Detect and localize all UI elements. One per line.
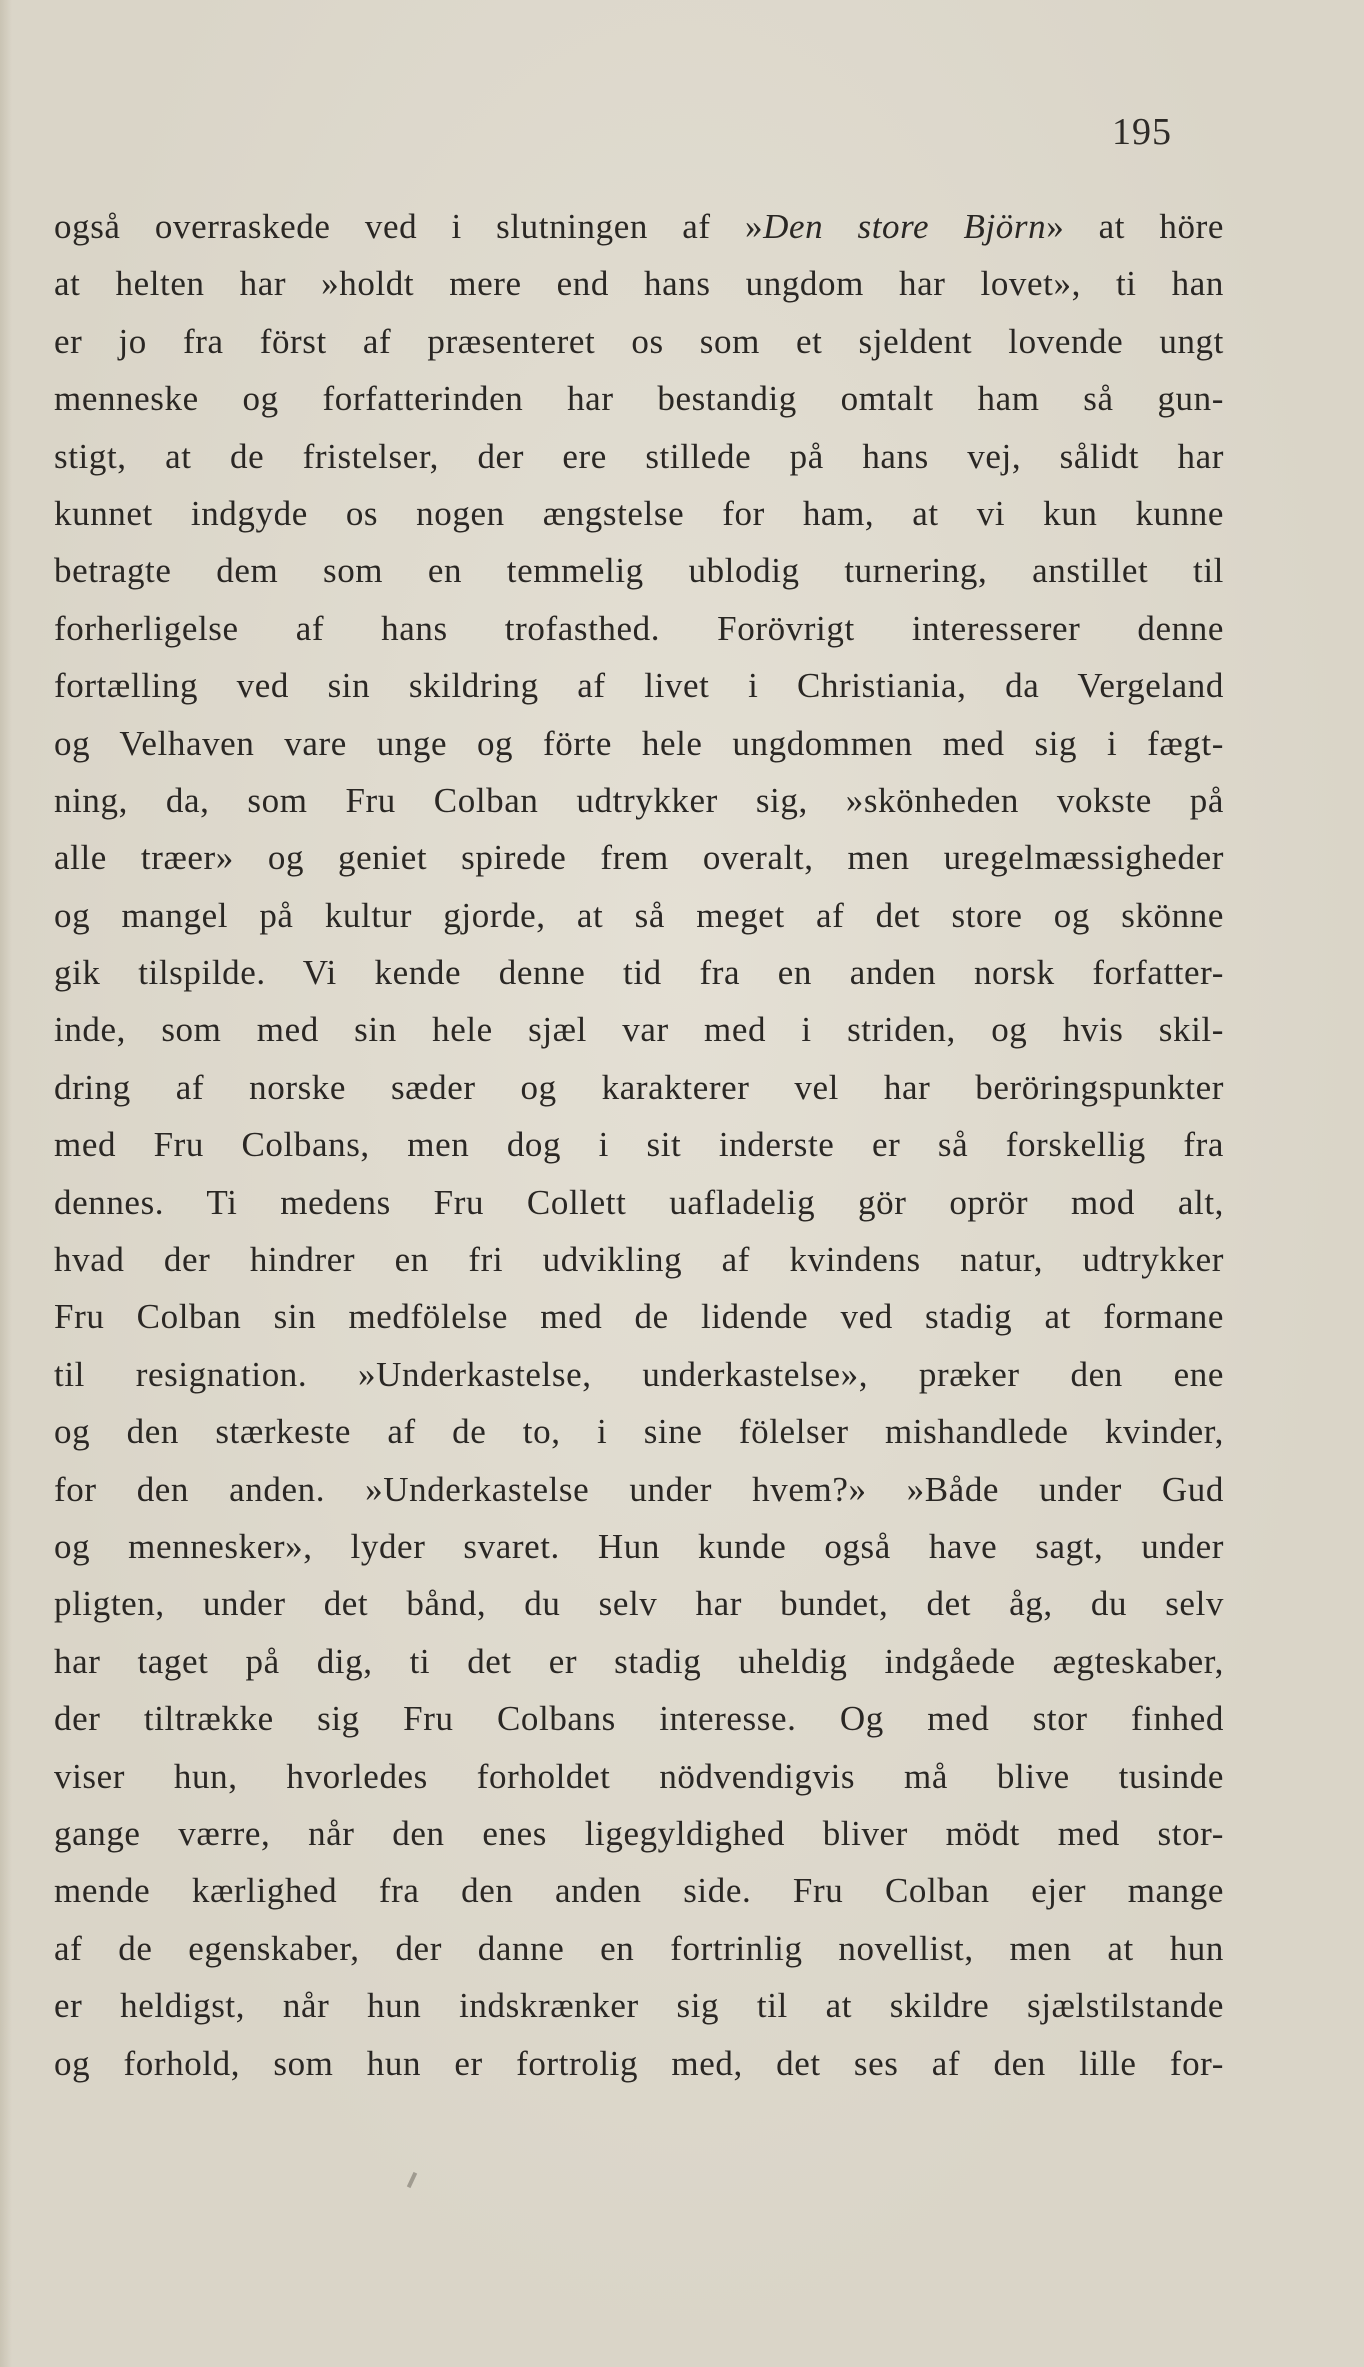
- text-line: viser hun, hvorledes forholdet nödvendigvis må blive tusinde: [54, 1756, 1224, 1796]
- book-title: Den store Björn: [763, 207, 1047, 246]
- text-line: [54, 198, 1224, 255]
- text-line: stigt, at de fristelser, der ere stillede på hans vej, sålidt har: [54, 436, 1224, 476]
- text-line: er heldigst, når hun indskrænker sig til at skildre sjælstilstande: [54, 1986, 1224, 2026]
- text-line: forherligelse af hans trofasthed. Forövrigt interesserer denne: [54, 608, 1224, 648]
- text-line: pligten, under det bånd, du selv har bundet, det åg, du selv: [54, 1584, 1224, 1624]
- page-edge-shadow: [0, 0, 12, 2367]
- text-line: til resignation. »Underkastelse, underkastelse», præker den ene: [54, 1354, 1224, 1394]
- page-number: 195: [1112, 111, 1172, 153]
- text-line: inde, som med sin hele sjæl var med i striden, og hvis skil-: [54, 1010, 1224, 1050]
- text-line: ning, da, som Fru Colban udtrykker sig, »skönheden vokste på: [54, 780, 1224, 820]
- ink-mark: [407, 2172, 417, 2188]
- text-line: alle træer» og geniet spirede frem overalt, men uregelmæssigheder: [54, 838, 1224, 878]
- text-line: og mangel på kultur gjorde, at så meget af det store og skönne: [54, 895, 1224, 935]
- body-text: [54, 198, 1224, 2092]
- text-line: gik tilspilde. Vi kende denne tid fra en anden norsk forfatter-: [54, 953, 1224, 993]
- text-line: betragte dem som en temmelig ublodig turnering, anstillet til: [54, 551, 1224, 591]
- text-line: dennes. Ti medens Fru Collett uafladelig gör oprör mod alt,: [54, 1182, 1224, 1222]
- text-line: Fru Colban sin medfölelse med de lidende ved stadig at formane: [54, 1297, 1224, 1337]
- text-line: der tiltrække sig Fru Colbans interesse. Og med stor finhed: [54, 1699, 1224, 1739]
- text-line: for den anden. »Underkastelse under hvem?» »Både under Gud: [54, 1469, 1224, 1509]
- text-line: hvad der hindrer en fri udvikling af kvindens natur, udtrykker: [54, 1240, 1224, 1280]
- text-line: og mennesker», lyder svaret. Hun kunde også have sagt, under: [54, 1526, 1224, 1566]
- text-line: at helten har »holdt mere end hans ungdom har lovet», ti han: [54, 264, 1224, 304]
- text-line: har taget på dig, ti det er stadig uheldig indgåede ægteskaber,: [54, 1641, 1224, 1681]
- text-line: menneske og forfatterinden har bestandig omtalt ham så gun-: [54, 379, 1224, 419]
- text-line-start: også overraskede ved i slutningen af »: [54, 207, 764, 246]
- text-line: og den stærkeste af de to, i sine fölelser mishandlede kvinder,: [54, 1412, 1224, 1452]
- text-line: kunnet indgyde os nogen ængstelse for ham, at vi kun kunne: [54, 493, 1224, 533]
- text-line: mende kærlighed fra den anden side. Fru Colban ejer mange: [54, 1871, 1224, 1911]
- text-line-end: » at höre: [1046, 207, 1224, 246]
- text-line: og Velhaven vare unge og förte hele ungdommen med sig i fægt-: [54, 723, 1224, 763]
- text-line: er jo fra först af præsenteret os som et sjeldent lovende ungt: [54, 321, 1224, 361]
- text-line: fortælling ved sin skildring af livet i Christiania, da Vergeland: [54, 666, 1224, 706]
- text-line: og forhold, som hun er fortrolig med, det ses af den lille for-: [54, 2043, 1224, 2083]
- text-line: dring af norske sæder og karakterer vel har beröringspunkter: [54, 1067, 1224, 1107]
- text-line: af de egenskaber, der danne en fortrinlig novellist, men at hun: [54, 1928, 1224, 1968]
- text-line: med Fru Colbans, men dog i sit inderste er så forskellig fra: [54, 1125, 1224, 1165]
- text-line: gange værre, når den enes ligegyldighed bliver mödt med stor-: [54, 1813, 1224, 1853]
